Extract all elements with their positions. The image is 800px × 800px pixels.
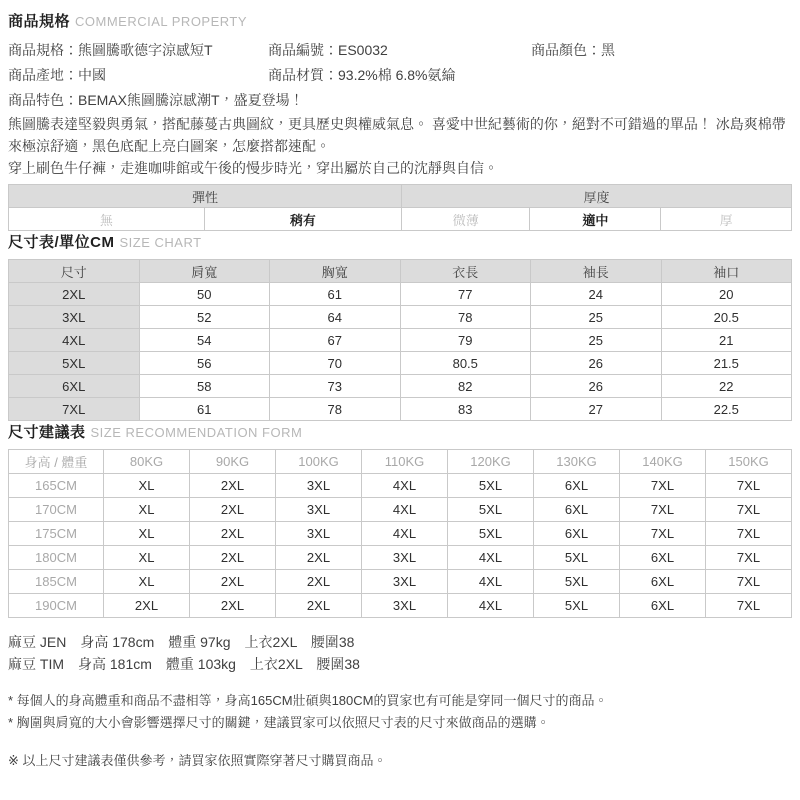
cell: 3XL (276, 474, 362, 498)
property-value-row (9, 208, 792, 231)
cell: 2XL (104, 594, 190, 618)
cell: 6XL (620, 546, 706, 570)
thickness-option-thin: 微薄 (402, 208, 530, 231)
row-header: 6XL (9, 375, 140, 398)
cell: 78 (270, 398, 401, 421)
disclaimer: ※ 以上尺寸建議表僅供參考，請買家依照實際穿著尺寸購買商品。 (8, 753, 387, 768)
cell: 7XL (620, 474, 706, 498)
cell: 5XL (448, 474, 534, 498)
column-header: 100KG (276, 450, 362, 474)
column-header: 袖口 (661, 260, 792, 283)
cell: 77 (400, 283, 531, 306)
model-info-line: 麻豆 TIM 身高 181cm 體重 103kg 上衣2XL 腰圍38 (8, 656, 360, 672)
field-value: BEMAX熊圖騰涼感潮T，盛夏登場！ (78, 92, 304, 108)
cell: 6XL (534, 522, 620, 546)
cell: 78 (400, 306, 531, 329)
field-origin (8, 63, 268, 88)
table-row (9, 375, 792, 398)
cell: 56 (139, 352, 270, 375)
cell: XL (104, 474, 190, 498)
table-row (9, 594, 792, 618)
cell: 64 (270, 306, 401, 329)
field-value: 熊圖騰歌德字涼感短T (78, 42, 213, 58)
property-table (8, 184, 792, 231)
note-line: * 胸圍與肩寬的大小會影響選擇尺寸的關鍵，建議買家可以依照尺寸表的尺寸來做商品的選購。 (8, 715, 550, 730)
cell: 67 (270, 329, 401, 352)
section-title-zh: 尺寸表/單位CM (8, 234, 115, 251)
column-header: 120KG (448, 450, 534, 474)
field-material (268, 63, 792, 88)
header-row (9, 450, 792, 474)
row-header: 180CM (9, 546, 104, 570)
cell: 20.5 (661, 306, 792, 329)
field-value: 93.2%棉 6.8%氨綸 (338, 67, 456, 83)
thickness-option-medium-selected: 適中 (530, 208, 661, 231)
section-title-zh: 商品規格 (8, 13, 71, 30)
cell: 24 (531, 283, 662, 306)
cell: 4XL (362, 498, 448, 522)
row-header: 2XL (9, 283, 140, 306)
cell: 2XL (276, 570, 362, 594)
cell: 21 (661, 329, 792, 352)
cell: 5XL (534, 594, 620, 618)
cell: 7XL (706, 570, 792, 594)
cell: 27 (531, 398, 662, 421)
table-row (9, 283, 792, 306)
cell: 79 (400, 329, 531, 352)
row-header: 175CM (9, 522, 104, 546)
cell: 7XL (620, 522, 706, 546)
column-header: 肩寬 (139, 260, 270, 283)
section-title-property (8, 10, 792, 31)
cell: 73 (270, 375, 401, 398)
cell: 61 (139, 398, 270, 421)
field-label: 商品產地： (8, 67, 78, 83)
cell: 22 (661, 375, 792, 398)
column-header: 140KG (620, 450, 706, 474)
cell: 2XL (190, 570, 276, 594)
cell: 4XL (362, 522, 448, 546)
cell: 3XL (362, 594, 448, 618)
cell: 2XL (190, 474, 276, 498)
row-header: 170CM (9, 498, 104, 522)
field-sku (268, 38, 531, 63)
column-header: 胸寬 (270, 260, 401, 283)
field-feature (8, 88, 792, 113)
thickness-header: 厚度 (402, 185, 792, 208)
cell: 20 (661, 283, 792, 306)
cell: 54 (139, 329, 270, 352)
cell: 26 (531, 375, 662, 398)
cell: 4XL (362, 474, 448, 498)
cell: 4XL (448, 570, 534, 594)
cell: 6XL (534, 498, 620, 522)
cell: 25 (531, 306, 662, 329)
table-row (9, 522, 792, 546)
row-header: 190CM (9, 594, 104, 618)
table-row (9, 329, 792, 352)
column-header: 90KG (190, 450, 276, 474)
cell: 7XL (620, 498, 706, 522)
column-header: 130KG (534, 450, 620, 474)
cell: 6XL (620, 570, 706, 594)
column-header: 150KG (706, 450, 792, 474)
cell: 58 (139, 375, 270, 398)
cell: 70 (270, 352, 401, 375)
sizing-notes (8, 690, 792, 734)
row-header: 4XL (9, 329, 140, 352)
cell: 82 (400, 375, 531, 398)
cell: 5XL (448, 522, 534, 546)
cell: 61 (270, 283, 401, 306)
cell: 2XL (190, 594, 276, 618)
cell: 52 (139, 306, 270, 329)
note-line: * 每個人的身高體重和商品不盡相等，身高165CM壯碩與180CM的買家也有可能是穿同一個尺寸的商品。 (8, 693, 608, 708)
cell: XL (104, 522, 190, 546)
field-value: 中國 (78, 67, 106, 83)
elasticity-header: 彈性 (9, 185, 402, 208)
table-row (9, 352, 792, 375)
table-row (9, 546, 792, 570)
cell: 3XL (276, 498, 362, 522)
cell: 2XL (276, 594, 362, 618)
property-header-row (9, 185, 792, 208)
column-header: 衣長 (400, 260, 531, 283)
cell: 6XL (620, 594, 706, 618)
field-value: 黑 (601, 42, 615, 58)
field-value: ES0032 (338, 42, 388, 58)
cell: 7XL (706, 546, 792, 570)
model-info (8, 631, 792, 675)
size-chart-table (8, 259, 792, 421)
product-info-grid (8, 38, 792, 113)
cell: 25 (531, 329, 662, 352)
cell: 7XL (706, 498, 792, 522)
table-row (9, 474, 792, 498)
cell: XL (104, 498, 190, 522)
field-color (531, 38, 792, 63)
cell: 2XL (190, 546, 276, 570)
field-label: 商品特色： (8, 92, 78, 108)
cell: 21.5 (661, 352, 792, 375)
cell: 2XL (190, 498, 276, 522)
field-label: 商品規格： (8, 42, 78, 58)
cell: 6XL (534, 474, 620, 498)
column-header: 110KG (362, 450, 448, 474)
description-paragraph: 熊圖騰表達堅毅與勇氣，搭配藤蔓古典圖紋，更具歷史與權威氣息。 喜愛中世紀藝術的你，絕對不可錯過的單品！ 冰島爽棉帶來極涼舒適，黑色底配上亮白圖案，怎麼搭都速配。 (8, 116, 786, 154)
cell: 50 (139, 283, 270, 306)
row-header: 185CM (9, 570, 104, 594)
cell: 80.5 (400, 352, 531, 375)
cell: 5XL (534, 570, 620, 594)
cell: 7XL (706, 522, 792, 546)
product-description (8, 113, 792, 179)
section-title-en: SIZE RECOMMENDATION FORM (90, 425, 303, 440)
cell: 22.5 (661, 398, 792, 421)
cell: 3XL (276, 522, 362, 546)
section-title-zh: 尺寸建議表 (8, 424, 86, 441)
field-spec (8, 38, 268, 63)
table-row (9, 398, 792, 421)
cell: 5XL (448, 498, 534, 522)
cell: 2XL (190, 522, 276, 546)
header-row (9, 260, 792, 283)
table-row (9, 306, 792, 329)
section-title-size-recommendation (8, 421, 792, 442)
row-header: 165CM (9, 474, 104, 498)
thickness-option-thick: 厚 (661, 208, 792, 231)
cell: 26 (531, 352, 662, 375)
field-label: 商品顏色： (531, 42, 601, 58)
column-header: 身高 / 體重 (9, 450, 104, 474)
cell: 83 (400, 398, 531, 421)
table-row (9, 570, 792, 594)
cell: 3XL (362, 546, 448, 570)
cell: XL (104, 546, 190, 570)
field-label: 商品材質： (268, 67, 338, 83)
size-recommendation-table (8, 449, 792, 618)
cell: 4XL (448, 594, 534, 618)
cell: 7XL (706, 594, 792, 618)
section-title-size-chart (8, 231, 792, 252)
elasticity-option-none: 無 (9, 208, 205, 231)
section-title-en: COMMERCIAL PROPERTY (75, 14, 248, 29)
model-info-line: 麻豆 JEN 身高 178cm 體重 97kg 上衣2XL 腰圍38 (8, 634, 355, 650)
row-header: 5XL (9, 352, 140, 375)
column-header: 80KG (104, 450, 190, 474)
elasticity-option-slight-selected: 稍有 (204, 208, 401, 231)
row-header: 7XL (9, 398, 140, 421)
cell: 7XL (706, 474, 792, 498)
section-title-en: SIZE CHART (119, 235, 202, 250)
cell: 2XL (276, 546, 362, 570)
cell: 4XL (448, 546, 534, 570)
cell: XL (104, 570, 190, 594)
cell: 5XL (534, 546, 620, 570)
field-label: 商品編號： (268, 42, 338, 58)
table-row (9, 498, 792, 522)
column-header: 尺寸 (9, 260, 140, 283)
row-header: 3XL (9, 306, 140, 329)
description-paragraph: 穿上刷色牛仔褲，走進咖啡館或午後的慢步時光，穿出屬於自己的沈靜與自信。 (8, 160, 498, 176)
column-header: 袖長 (531, 260, 662, 283)
cell: 3XL (362, 570, 448, 594)
